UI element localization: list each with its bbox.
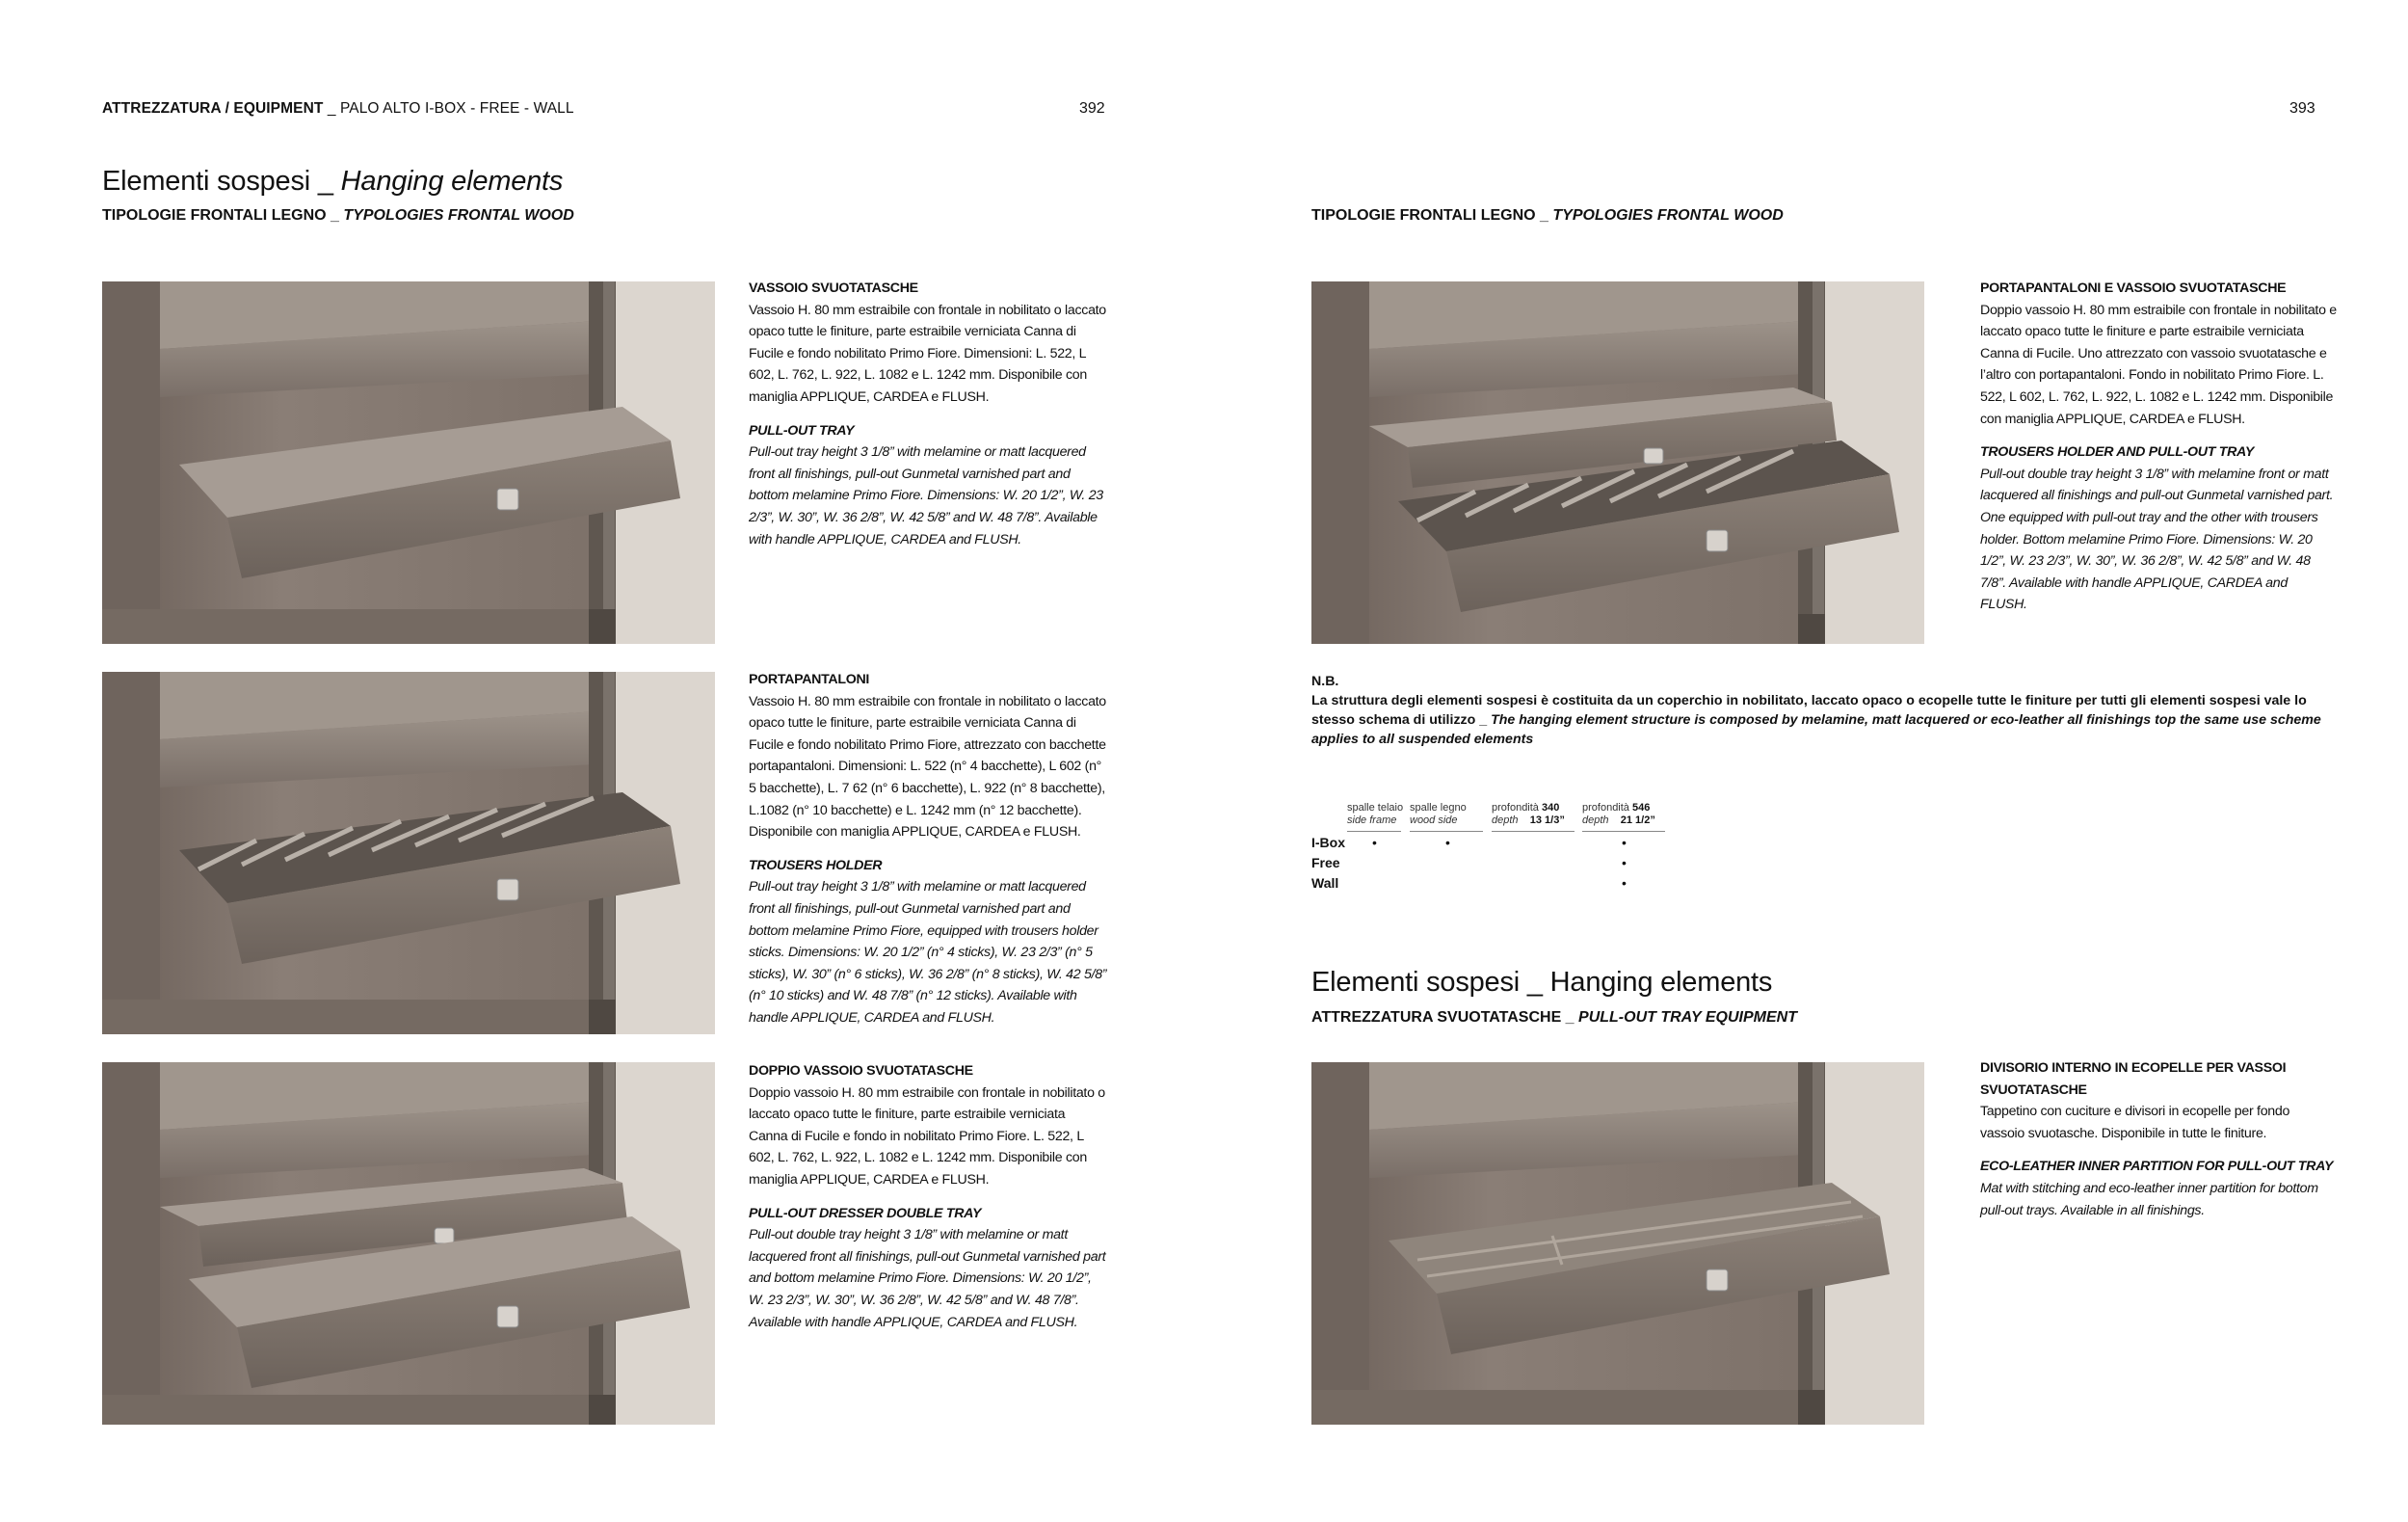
item-description-it: Vassoio H. 80 mm estraibile con frontale in nobilitato o laccato opaco tutte le finiture, parte estraibile verniciata Canna di Fucile e fondo nobilitato Primo Fiore. Dimensioni: L. 522, L 602, L. 762, L. 922, L. 1082 e L. 1242 mm. Disponibile con maniglia APPLIQUE, CARDEA e FLUSH. [749, 302, 1106, 405]
item-double-tray [749, 1060, 1107, 1333]
subtitle-it: TIPOLOGIE FRONTALI LEGNO _ [1311, 207, 1553, 224]
spec-col-it: spalle legno [1410, 802, 1467, 814]
title-it: Elementi sospesi _ [102, 166, 341, 197]
subtitle-it: TIPOLOGIE FRONTALI LEGNO _ [102, 207, 344, 224]
running-header [102, 100, 574, 118]
item-heading-en: PULL-OUT DRESSER DOUBLE TRAY [749, 1205, 982, 1221]
spec-dot: • [1445, 835, 1450, 850]
spec-depth-mm: 546 [1632, 802, 1651, 814]
item-description-it: Doppio vassoio H. 80 mm estraibile con frontale in nobilitato o laccato opaco tutte le finiture, parte estraibile verniciata Canna di Fucile e fondo in nobilitato Primo Fiore. L. 522, L 602, L. 762, L. 922, L. 1082 e L. 1242 mm. Disponibile con maniglia APPLIQUE, CARDEA e FLUSH. [749, 1084, 1105, 1188]
header-collection: _ PALO ALTO I-BOX - FREE - WALL [323, 100, 574, 117]
product-photo-pull-out-tray [102, 281, 715, 644]
spec-depth-in: 13 1/3” [1529, 814, 1565, 826]
item-description-en: Pull-out tray height 3 1/8” with melamine or matt lacquered front all finishings, pull-out Gunmetal varnished part and bottom melamine Primo Fiore, equipped with trousers holder sticks. Dimensions: W. 20 1/2” (n° 4 sticks), W. 23 2/3” (n° 5 sticks), W. 30” (n° 6 sticks), W. 36 2/8” (n° 8 sticks), W. 42 5/8” (n° 10 sticks) and W. 48 7/8” (n° 12 sticks). Available with handle APPLIQUE, CARDEA and FLUSH. [749, 879, 1107, 1026]
product-photo-trousers-holder [102, 672, 715, 1034]
page-title [102, 166, 563, 198]
subtitle-en: TYPOLOGIES FRONTAL WOOD [1552, 207, 1784, 224]
spec-col-it: spalle telaio [1347, 802, 1404, 814]
spec-col-en: depth [1582, 814, 1609, 826]
item-heading-en: PULL-OUT TRAY [749, 422, 855, 439]
subtitle-en: PULL-OUT TRAY EQUIPMENT [1578, 1009, 1797, 1026]
item-heading: VASSOIO SVUOTATASCHE [749, 280, 918, 296]
item-description-en: Pull-out double tray height 3 1/8” with melamine or matt lacquered front all finishings, pull-out Gunmetal varnished part and bottom melamine Primo Fiore. Dimensions: W. 20 1/2”, W. 23 2/3”, W. 30”, W. 36 2/8”, W. 42 5/8” and W. 48 7/8”. Available with handle APPLIQUE, CARDEA and FLUSH. [749, 1227, 1106, 1330]
spec-depth-in: 21 1/2” [1620, 814, 1655, 826]
spec-divider [1347, 831, 1401, 832]
note-text [1311, 691, 2323, 749]
item-heading-en: TROUSERS HOLDER [749, 857, 883, 873]
item-trousers-holder [749, 669, 1107, 1029]
spec-dot: • [1372, 835, 1377, 850]
item-description-it: Doppio vassoio H. 80 mm estraibile con frontale in nobilitato e laccato opaco tutte le finiture e parte estraibile verniciata Canna di Fucile. Uno attrezzato con vassoio svuotatasche e l’altro con portapantaloni. Fondo in nobilitato Primo Fiore. L. 522, L 602, L. 762, L. 922, L. 1082 e L. 1242 mm. Disponibile con maniglia APPLIQUE, CARDEA e FLUSH. [1980, 302, 2337, 427]
product-photo-double-tray [102, 1062, 715, 1425]
spec-col-depth-546 [1582, 802, 1655, 827]
item-description-en: Pull-out tray height 3 1/8” with melamine or matt lacquered front all finishings, pull-out Gunmetal varnished part and bottom melamine Primo Fiore. Dimensions: W. 20 1/2”, W. 23 2/3”, W. 30”, W. 36 2/8”, W. 42 5/8” and W. 48 7/8”. Available with handle APPLIQUE, CARDEA and FLUSH. [749, 444, 1103, 547]
item-eco-leather-partition [1980, 1057, 2337, 1221]
spec-col-it: profondità [1492, 802, 1539, 814]
section-title-2: Elementi sospesi _ Hanging elements [1311, 967, 1773, 998]
section-subtitle-2 [1311, 1009, 1797, 1027]
spec-dot: • [1622, 835, 1627, 850]
spec-col-en: side frame [1347, 814, 1397, 826]
structure-note [1311, 672, 2323, 749]
item-heading-en: TROUSERS HOLDER AND PULL-OUT TRAY [1980, 444, 2255, 461]
note-text-en: The hanging element structure is composed by melamine, matt lacquered or eco-leather all finishings top the same use scheme applies to all suspended elements [1311, 712, 2321, 747]
spec-col-wood-side [1410, 802, 1467, 827]
item-pull-out-tray [749, 278, 1107, 550]
spec-dot: • [1622, 875, 1627, 891]
product-photo-eco-leather-partition [1311, 1062, 1924, 1425]
spec-divider [1410, 831, 1483, 832]
note-label: N.B. [1311, 674, 1339, 689]
item-heading: DOPPIO VASSOIO SVUOTATASCHE [749, 1063, 973, 1079]
section-subtitle-right [1311, 207, 1784, 225]
spec-col-side-frame [1347, 802, 1403, 827]
item-heading: PORTAPANTALONI E VASSOIO SVUOTATASCHE [1980, 280, 2287, 296]
section-subtitle [102, 207, 574, 225]
spec-col-en: wood side [1410, 814, 1458, 826]
product-photo-trousers-and-tray [1311, 281, 1924, 644]
item-description-it: Tappetino con cuciture e divisori in ecopelle per fondo vassoio svuotasche. Disponibile in tutte le finiture. [1980, 1104, 2290, 1141]
item-heading: PORTAPANTALONI [749, 672, 870, 687]
spec-col-depth-340 [1492, 802, 1565, 827]
item-heading-en: ECO-LEATHER INNER PARTITION FOR PULL-OUT TRAY [1980, 1159, 2334, 1175]
subtitle-it: ATTREZZATURA SVUOTATASCHE _ [1311, 1009, 1579, 1026]
item-heading: DIVISORIO INTERNO IN ECOPELLE PER VASSOI SVUOTATASCHE [1980, 1060, 2287, 1098]
note-text-it: La struttura degli elementi sospesi è costituita da un coperchio in nobilitato, laccato opaco o ecopelle tutte le finiture per tutti gli elementi sospesi vale lo stesso schema di utilizzo _ [1311, 693, 2307, 728]
item-description-it: Vassoio H. 80 mm estraibile con frontale in nobilitato o laccato opaco tutte le finiture, parte estraibile verniciata Canna di Fucile e fondo nobilitato Primo Fiore, attrezzato con bacchette portapantaloni. Dimensioni: L. 522 (n° 4 bacchette), L 602 (n° 5 bacchette), L. 7 62 (n° 6 bacchette), L. 922 (n° 8 bacchette), L.1082 (n° 10 bacchette) e L. 1242 mm (n° 12 bacchette). Disponibile con maniglia APPLIQUE, CARDEA e FLUSH. [749, 693, 1106, 841]
spec-col-en: depth [1492, 814, 1519, 826]
spec-col-it: profondità [1582, 802, 1629, 814]
spec-divider [1492, 831, 1574, 832]
item-description-en: Mat with stitching and eco-leather inner partition for bottom pull-out trays. Available in all finishings. [1980, 1180, 2318, 1218]
title-en: Hanging elements [340, 166, 564, 197]
subtitle-en: TYPOLOGIES FRONTAL WOOD [343, 207, 574, 224]
spec-row-wall: Wall [1311, 875, 1339, 891]
item-trousers-and-tray [1980, 278, 2337, 616]
page-number-right: 393 [2289, 100, 2315, 117]
spec-divider [1582, 831, 1665, 832]
spec-row-free: Free [1311, 855, 1340, 870]
spec-row-ibox: I-Box [1311, 835, 1345, 850]
spec-dot: • [1622, 855, 1627, 870]
header-section: ATTREZZATURA / EQUIPMENT [102, 100, 324, 117]
spec-depth-mm: 340 [1542, 802, 1560, 814]
item-description-en: Pull-out double tray height 3 1/8” with melamine front or matt lacquered all finishings and pull-out Gunmetal varnished part. One equipped with pull-out tray and the other with trousers holder. Bottom melamine Primo Fiore. Dimensions: W. 20 1/2”, W. 23 2/3”, W. 30”, W. 36 2/8”, W. 42 5/8” and W. 48 7/8”. Available with handle APPLIQUE, CARDEA and FLUSH. [1980, 466, 2334, 613]
page-number-left: 392 [1079, 100, 1105, 117]
